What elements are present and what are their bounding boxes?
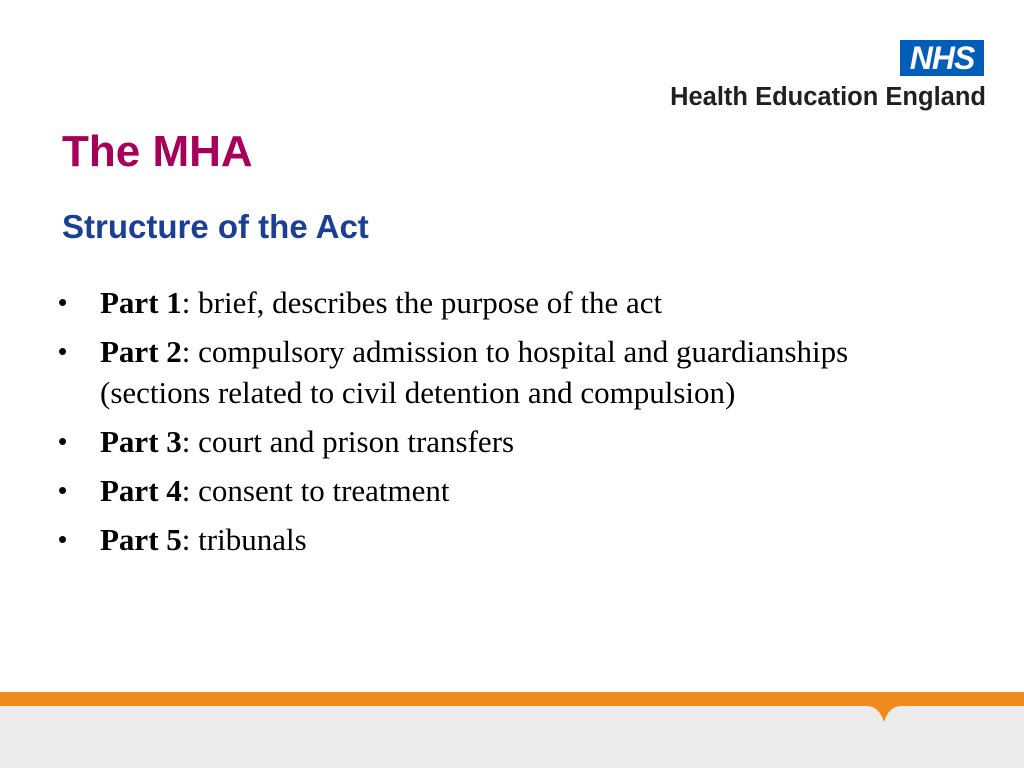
bullet-label: Part 1 [100, 285, 182, 320]
bullet-list [58, 282, 928, 568]
bullet-item [58, 282, 928, 323]
bullet-label: Part 5 [100, 522, 182, 557]
bullet-label: Part 3 [100, 424, 182, 459]
bullet-text: : compulsory admission to hospital and guardianships (sections related to civil detention and compulsion) [100, 334, 849, 410]
bullet-icon: • [58, 524, 68, 554]
bullet-text: : consent to treatment [181, 473, 450, 508]
bullet-icon: • [58, 336, 68, 366]
bullet-text: : brief, describes the purpose of the act [181, 285, 663, 320]
bullet-icon: • [58, 475, 68, 505]
footer-notch-shape [866, 706, 902, 722]
organisation-name: Health Education England [670, 83, 986, 111]
bullet-icon: • [58, 287, 68, 317]
footer-orange-band [0, 692, 1024, 706]
bullet-label: Part 4 [100, 473, 182, 508]
bullet-item [58, 421, 928, 462]
nhs-badge: NHS [900, 40, 984, 76]
bullet-label: Part 2 [100, 334, 182, 369]
slide-title: The MHA [62, 127, 253, 176]
nhs-hee-logo [636, 40, 986, 112]
bullet-item [58, 470, 928, 511]
bullet-text: : tribunals [181, 522, 307, 557]
bullet-text: : court and prison transfers [181, 424, 515, 459]
slide-subtitle: Structure of the Act [62, 208, 369, 245]
bullet-item [58, 519, 928, 560]
bullet-item [58, 331, 928, 413]
bullet-icon: • [58, 426, 68, 456]
